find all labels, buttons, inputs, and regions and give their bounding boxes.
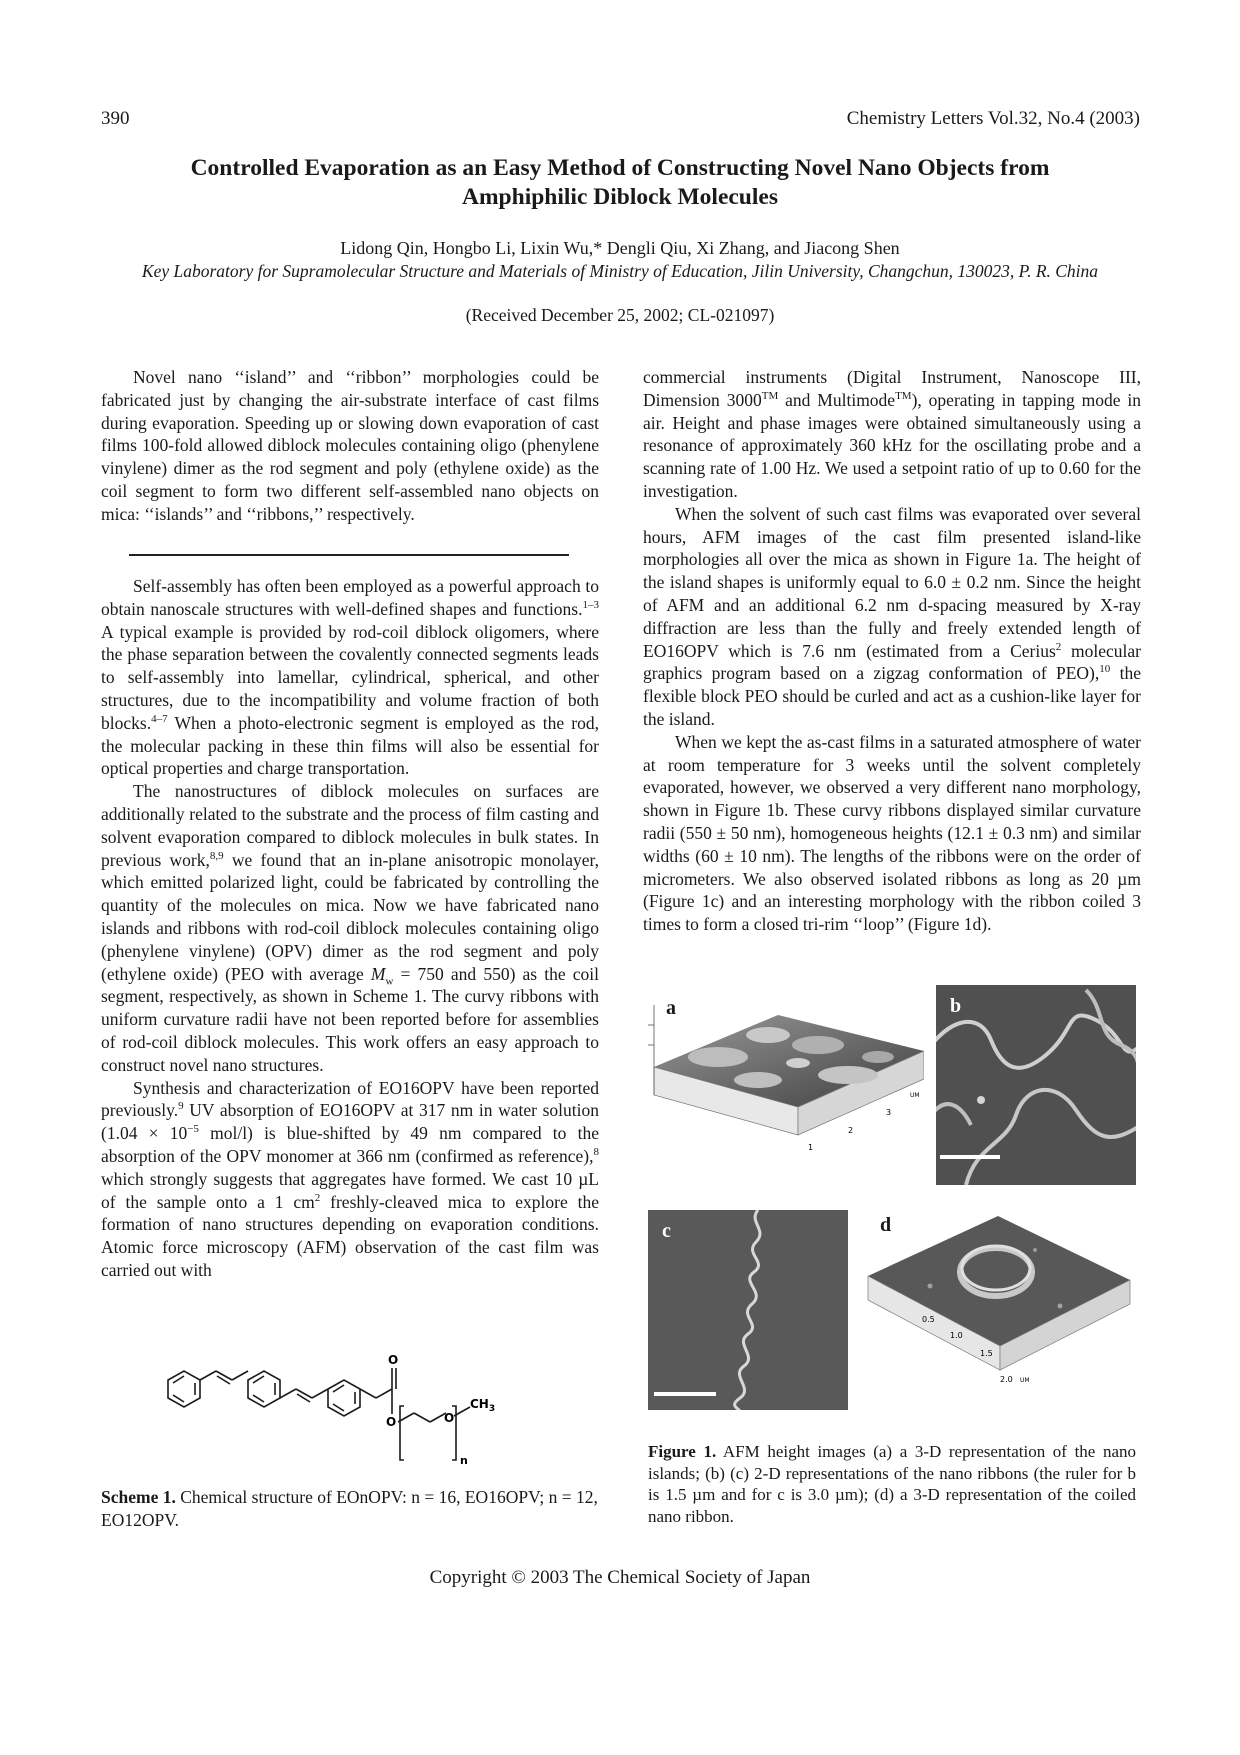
- scale-bar: [940, 1155, 1000, 1159]
- panel-label-a: a: [666, 997, 676, 1019]
- scheme-1-caption: [101, 1486, 599, 1531]
- scheme-1-structure: [160, 1350, 560, 1475]
- citation: 4–7: [151, 712, 168, 725]
- citation: 9: [178, 1100, 184, 1113]
- figure-1a-afm-islands: [648, 985, 924, 1185]
- scheme-1-caption-text: Chemical structure of EOnOPV: n = 16, EO16OPV; n = 12, EO12OPV.: [101, 1487, 598, 1530]
- axis-d-tick: 0.5: [922, 1315, 935, 1324]
- body-paragraph-6: When we kept the as-cast films in a saturated atmosphere of water at room temperature for 3 weeks until the solvent completely evaporated, however, we observed a very different nano morphology, shown in Figure 1b. These curvy ribbons displayed similar curvature radii (550 ± 50 nm), homogeneous heights (12.1 ± 0.3 nm) and similar widths (60 ± 10 nm). The lengths of the ribbons were on the order of micrometers. We also observed isolated ribbons as long as 20 µm (Figure 1c) and an interesting morphology with the ribbon coiled 3 times to form a closed tri-rim ‘‘loop’’ (Figure 1d).: [643, 731, 1141, 935]
- chemical-structure-diagram: [160, 1350, 560, 1475]
- abstract: [101, 366, 599, 526]
- figure-1c-image: [648, 1210, 848, 1410]
- axis-a-tick: 1: [808, 1143, 814, 1152]
- axis-a-tick: 3: [886, 1108, 892, 1117]
- atom-label-o: O: [444, 1411, 455, 1425]
- right-column-body: [643, 366, 1141, 936]
- panel-label-d: d: [880, 1214, 892, 1236]
- citation: 1–3: [582, 598, 599, 611]
- atom-label-o: O: [388, 1353, 399, 1367]
- title-line-1: Controlled Evaporation as an Easy Method of Constructing Novel Nano Objects from: [190, 155, 1050, 181]
- left-column-body: [101, 575, 599, 1282]
- abstract-divider: [129, 554, 569, 556]
- axis-d-unit: UM: [1020, 1377, 1030, 1384]
- repeat-count-label: n: [460, 1454, 468, 1467]
- received-date: (Received December 25, 2002; CL-021097): [465, 305, 775, 325]
- page-number: 390: [101, 108, 130, 129]
- journal-reference: Chemistry Letters Vol.32, No.4 (2003): [846, 108, 1140, 129]
- axis-a-unit: UM: [910, 1092, 920, 1099]
- axis-d-tick: 1.0: [950, 1331, 963, 1340]
- article-title: [100, 154, 1140, 212]
- figure-1b-afm-ribbons: [936, 985, 1136, 1185]
- axis-a-tick: 2: [848, 1126, 854, 1135]
- axis-d-tick: 2.0: [1000, 1375, 1013, 1384]
- axis-d-tick: 1.5: [980, 1349, 993, 1358]
- citation: 8: [593, 1146, 599, 1159]
- body-paragraph-4: commercial instruments (Digital Instrument, Nanoscope III, Dimension 3000™ and Multimode™), operating in tapping mode in air. Height and phase images were obtained simultaneously using a resonance of approximately 360 kHz for the oscillating probe and a scanning rate of 1.00 Hz. We used a setpoint ratio of up to 0.60 for the investigation.: [643, 367, 1141, 501]
- panel-label-c: c: [662, 1220, 671, 1242]
- figure-1a-image: [648, 985, 924, 1185]
- figure-1b-image: [936, 985, 1136, 1185]
- copyright-footer: Copyright © 2003 The Chemical Society of Japan: [429, 1567, 811, 1588]
- scheme-1-caption-label: Scheme 1.: [101, 1487, 176, 1507]
- figure-1-caption-text: AFM height images (a) a 3-D representation of the nano islands; (b) (c) 2-D representations of the nano ribbons (the ruler for b is 1.5 µm and for c is 3.0 µm); (d) a 3-D representation of the coiled nano ribbon.: [648, 1442, 1136, 1526]
- abstract-text: Novel nano ‘‘island’’ and ‘‘ribbon’’ morphologies could be fabricated just by changing the air-substrate interface of cast films during evaporation. Speeding up or slowing down evaporation of cast films 100-fold allowed diblock molecules containing oligo (phenylene vinylene) dimer as the rod segment and poly (ethylene oxide) as the coil segment to form two different self-assembled nano objects on mica: ‘‘islands’’ and ‘‘ribbons,’’ respectively.: [101, 367, 599, 524]
- author-list: Lidong Qin, Hongbo Li, Lixin Wu,* Dengli Qiu, Xi Zhang, and Jiacong Shen: [340, 238, 900, 258]
- methyl-label: $CH_3$: [470, 1397, 496, 1414]
- title-line-2: Amphiphilic Diblock Molecules: [462, 184, 778, 210]
- body-paragraph-1: Self-assembly has often been employed as a powerful approach to obtain nanoscale structures with well-defined shapes and functions.$^{1-3}$ A typical example is provided by rod-coil diblock oligomers, where the phase separation between the covalently connected segments leads to self-assembly into lamellar, cylindrical, spherical, and other structures, due to the incompatibility and volume fraction of both blocks.$^{4-7}$ When a photo-electronic segment is employed as the rod, the molecular packing in these thin films will also be essential for optical properties and charge transportation.: [101, 576, 599, 779]
- citation: 8,9: [209, 849, 224, 862]
- body-paragraph-3: Synthesis and characterization of EO16OPV have been reported previously.$^9$ UV absorption of EO16OPV at 317 nm in water solution ($1.04 \times 10^{-5}$ mol/l) is blue-shifted by 49 nm compared to the absorption of the OPV monomer at 366 nm (confirmed as reference),$^8$ which strongly suggests that aggregates have formed. We cast 10 µL of the sample onto a 1 $cm^2$ freshly-cleaved mica to explore the formation of nano structures depending on evaporation conditions. Atomic force microscopy (AFM) observation of the cast film was carried out with: [101, 1077, 599, 1280]
- panel-label-b: b: [950, 995, 962, 1017]
- figure-1-caption-label: Figure 1.: [648, 1442, 717, 1461]
- scale-bar: [654, 1392, 716, 1396]
- figure-1d-afm-coiled-ribbon: [860, 1210, 1136, 1430]
- citation: 10: [1099, 663, 1111, 676]
- body-paragraph-2: The nanostructures of diblock molecules on surfaces are additionally related to the substrate and the process of film casting and solvent evaporation compared to diblock molecules in bulk states. In previous work,$^{8,9}$ we found that an in-plane anisotropic monolayer, which emitted polarized light, could be fabricated by controlling the quantity of the molecules on mica. Now we have fabricated nano islands and ribbons with rod-coil diblock molecules containing oligo (phenylene vinylene) (OPV) dimer as the rod segment and poly (ethylene oxide) (PEO with average $M_w = 750$ and 550) as the coil segment, respectively, as shown in Scheme 1. The curvy ribbons with uniform curvature radii have not been reported before for assemblies of rod-coil diblock molecules. This work offers an easy approach to construct novel nano structures.: [101, 781, 599, 1075]
- figure-1d-image: [860, 1210, 1136, 1430]
- affiliation: Key Laboratory for Supramolecular Structure and Materials of Ministry of Education, Jilin University, Changchun, 130023, P. R. China: [141, 261, 1099, 281]
- body-paragraph-5: When the solvent of such cast films was evaporated over several hours, AFM images of the cast film presented island-like morphologies all over the mica as shown in Figure 1a. The height of the island shapes is uniformly equal to 6.0 ± 0.2 nm. Since the height of AFM and an additional 6.2 nm d-spacing measured by X-ray diffraction are less than the fully and freely extended length of EO16OPV which is 7.6 nm (estimated from a Cerius$^2$ molecular graphics program based on a zigzag conformation of PEO),$^{10}$ the flexible block PEO should be curled and act as a cushion-like layer for the island.: [643, 503, 1142, 729]
- figure-1-caption: [648, 1441, 1136, 1527]
- atom-label-o: O: [386, 1415, 397, 1429]
- figure-1c-afm-isolated-ribbon: [648, 1210, 848, 1410]
